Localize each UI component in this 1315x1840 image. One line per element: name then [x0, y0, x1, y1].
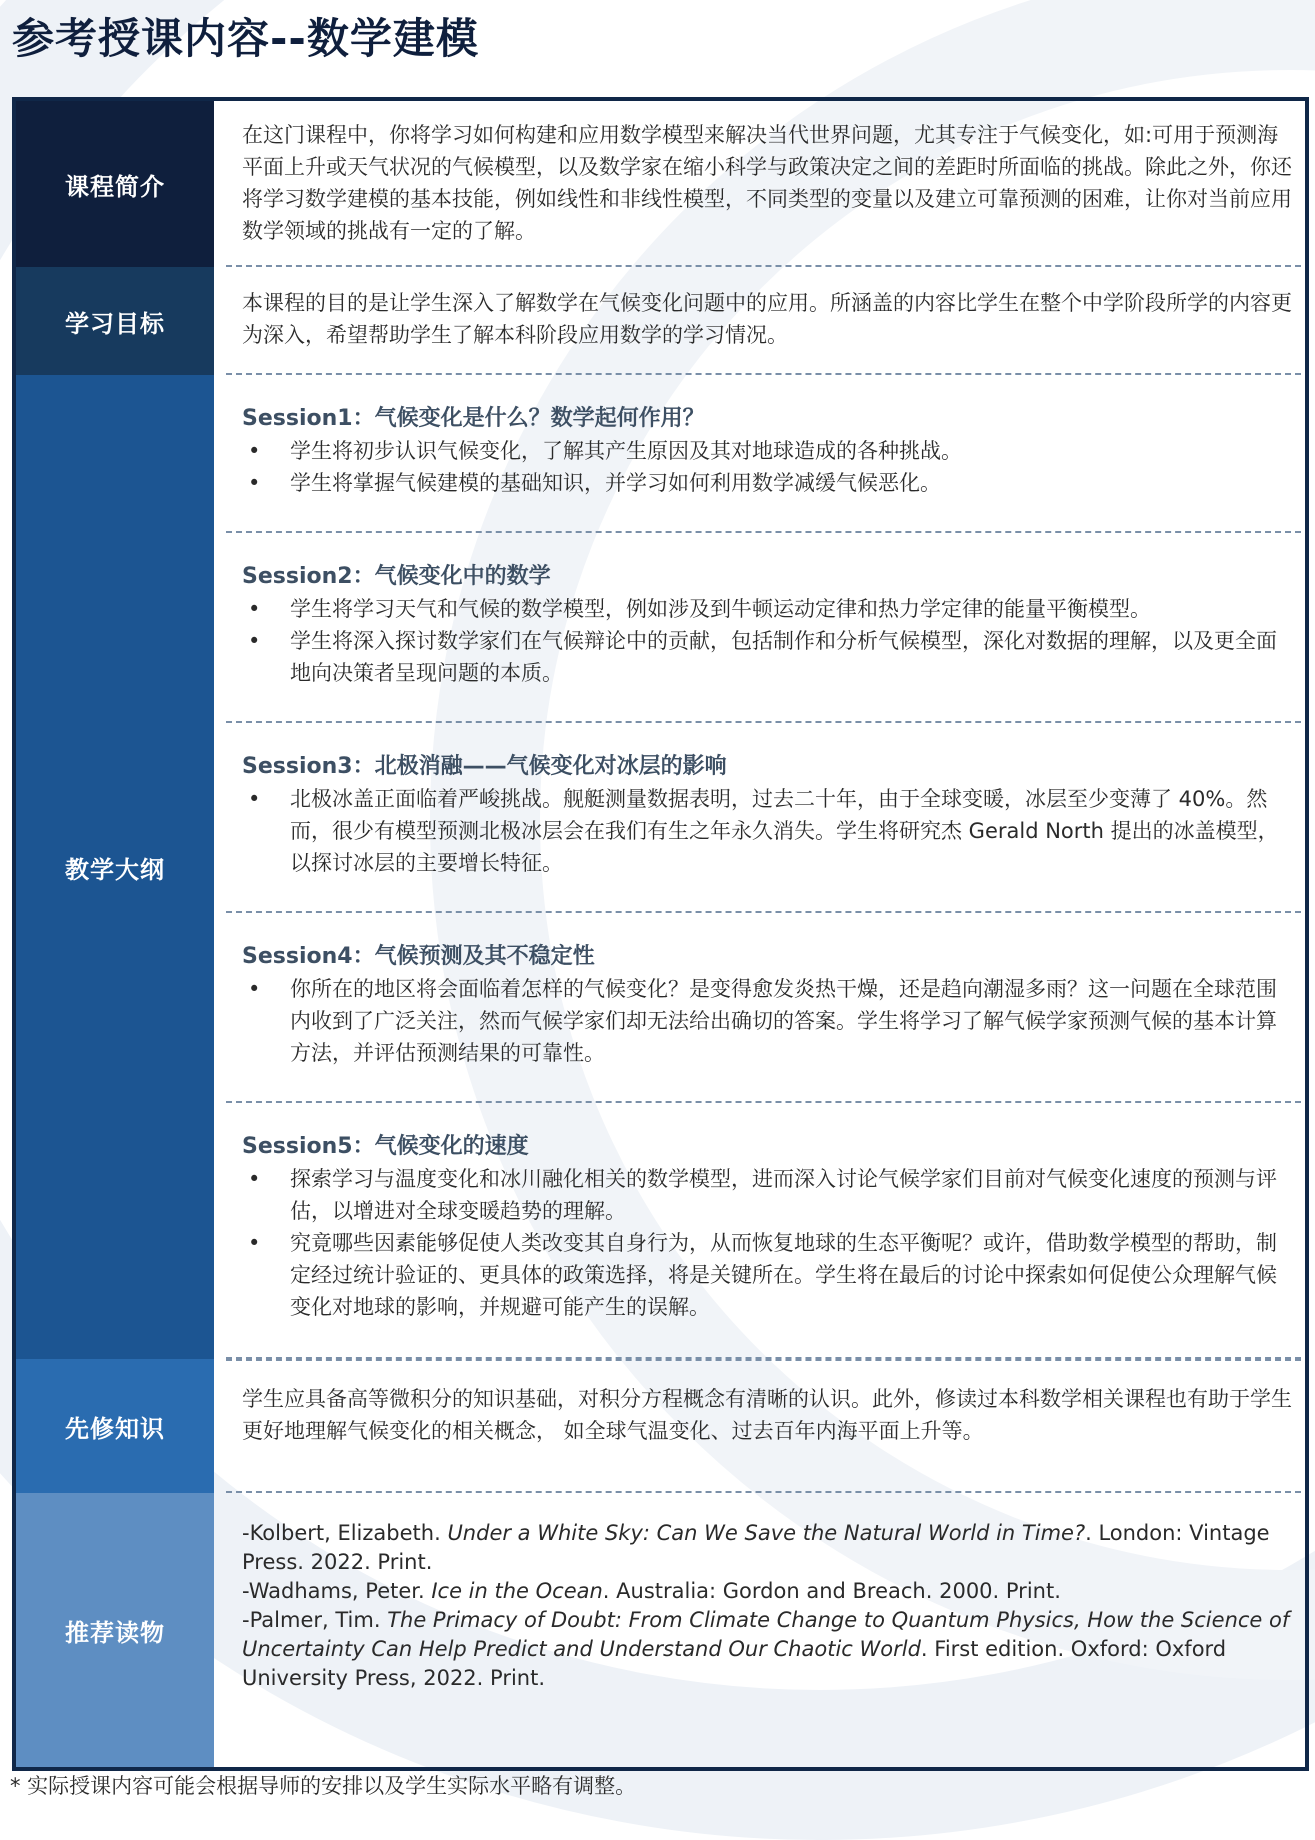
session-title: Session2：气候变化中的数学 — [242, 564, 551, 589]
session-bullet: • 你所在的地区将会面临着怎样的气候变化？是变得愈发炎热干燥，还是趋向潮湿多雨？这一问题在全球范围内收到了广泛关注，然而气候学家们却无法给出确切的答案。学生将学习了解气候学家预测气候的基本计算方法，并评估预测结果的可靠性。 — [242, 973, 1297, 1069]
session-bullet: • 学生将初步认识气候变化，了解其产生原因及其对地球造成的各种挑战。 — [242, 435, 1297, 467]
session-bullet: • 究竟哪些因素能够促使人类改变其自身行为，从而恢复地球的生态平衡呢？或许，借助数学模型的帮助，制定经过统计验证的、更具体的政策选择，将是关键所在。学生将在最后的讨论中探索如何促使公众理解气候变化对地球的影响，并规避可能产生的误解。 — [242, 1227, 1297, 1323]
prereq-cell — [226, 1359, 1301, 1493]
label-reading: 推荐读物 — [16, 1493, 214, 1767]
reference-item: -Palmer, Tim. The Primacy of Doubt: From Climate Change to Quantum Physics, How the Science of Uncertainty Can Help Predict and Understand Our Chaotic World. First edition. Oxford: Oxford University Press, 2022. Print. — [242, 1608, 1290, 1690]
session-title: Session1：气候变化是什么？数学起何作用？ — [242, 406, 705, 431]
intro-text: 在这门课程中，你将学习如何构建和应用数学模型来解决当代世界问题，尤其专注于气候变化，如:可用于预测海平面上升或天气状况的气候模型，以及数学家在缩小科学与政策决定之间的差距时所面临的挑战。除此之外，你还将学习数学建模的基本技能，例如线性和非线性模型，不同类型的变量以及建立可靠预测的困难，让你对当前应用数学领域的挑战有一定的了解。 — [242, 123, 1292, 243]
footnote: * 实际授课内容可能会根据导师的安排以及学生实际水平略有调整。 — [10, 1774, 637, 1798]
session-block — [226, 723, 1301, 913]
session-title: Session3：北极消融——气候变化对冰层的影响 — [242, 754, 727, 779]
label-prereq: 先修知识 — [16, 1359, 214, 1493]
reading-cell — [226, 1493, 1301, 1767]
label-intro: 课程简介 — [16, 101, 214, 267]
prereq-text: 学生应具备高等微积分的知识基础，对积分方程概念有清晰的认识。此外，修读过本科数学相关课程也有助于学生更好地理解气候变化的相关概念， 如全球气温变化、过去百年内海平面上升等。 — [242, 1387, 1292, 1443]
session-bullet: • 学生将掌握气候建模的基础知识，并学习如何利用数学减缓气候恶化。 — [242, 467, 1297, 499]
session-block — [226, 533, 1301, 723]
session-bullet: • 学生将深入探讨数学家们在气候辩论中的贡献，包括制作和分析气候模型，深化对数据的理解，以及更全面地向决策者呈现问题的本质。 — [242, 625, 1297, 689]
label-goal: 学习目标 — [16, 267, 214, 375]
session-bullet: • 学生将学习天气和气候的数学模型，例如涉及到牛顿运动定律和热力学定律的能量平衡模型。 — [242, 593, 1297, 625]
session-title: Session4：气候预测及其不稳定性 — [242, 944, 595, 969]
reference-item: -Wadhams, Peter. Ice in the Ocean. Australia: Gordon and Breach. 2000. Print. — [242, 1579, 1061, 1603]
intro-cell — [226, 101, 1301, 267]
session-block — [226, 375, 1301, 533]
page-title: 参考授课内容--数学建模 — [12, 14, 479, 63]
session-bullet: • 探索学习与温度变化和冰川融化相关的数学模型，进而深入讨论气候学家们目前对气候变化速度的预测与评估，以增进对全球变暖趋势的理解。 — [242, 1163, 1297, 1227]
label-column — [16, 101, 214, 1767]
session-block — [226, 1103, 1301, 1359]
reference-item: -Kolbert, Elizabeth. Under a White Sky: Can We Save the Natural World in Time?. London: Vintage Press. 2022. Print. — [242, 1521, 1270, 1574]
course-table — [12, 97, 1309, 1771]
session-bullet: • 北极冰盖正面临着严峻挑战。舰艇测量数据表明，过去二十年，由于全球变暖，冰层至少变薄了 40%。然而，很少有模型预测北极冰层会在我们有生之年永久消失。学生将研究杰 Gerald North 提出的冰盖模型，以探讨冰层的主要增长特征。 — [242, 783, 1297, 879]
content-column — [214, 101, 1305, 1767]
goal-text: 本课程的目的是让学生深入了解数学在气候变化问题中的应用。所涵盖的内容比学生在整个中学阶段所学的内容更为深入，希望帮助学生了解本科阶段应用数学的学习情况。 — [242, 291, 1292, 347]
label-syllabus: 教学大纲 — [16, 375, 214, 1359]
session-block — [226, 913, 1301, 1103]
goal-cell — [226, 267, 1301, 375]
session-title: Session5：气候变化的速度 — [242, 1134, 529, 1159]
